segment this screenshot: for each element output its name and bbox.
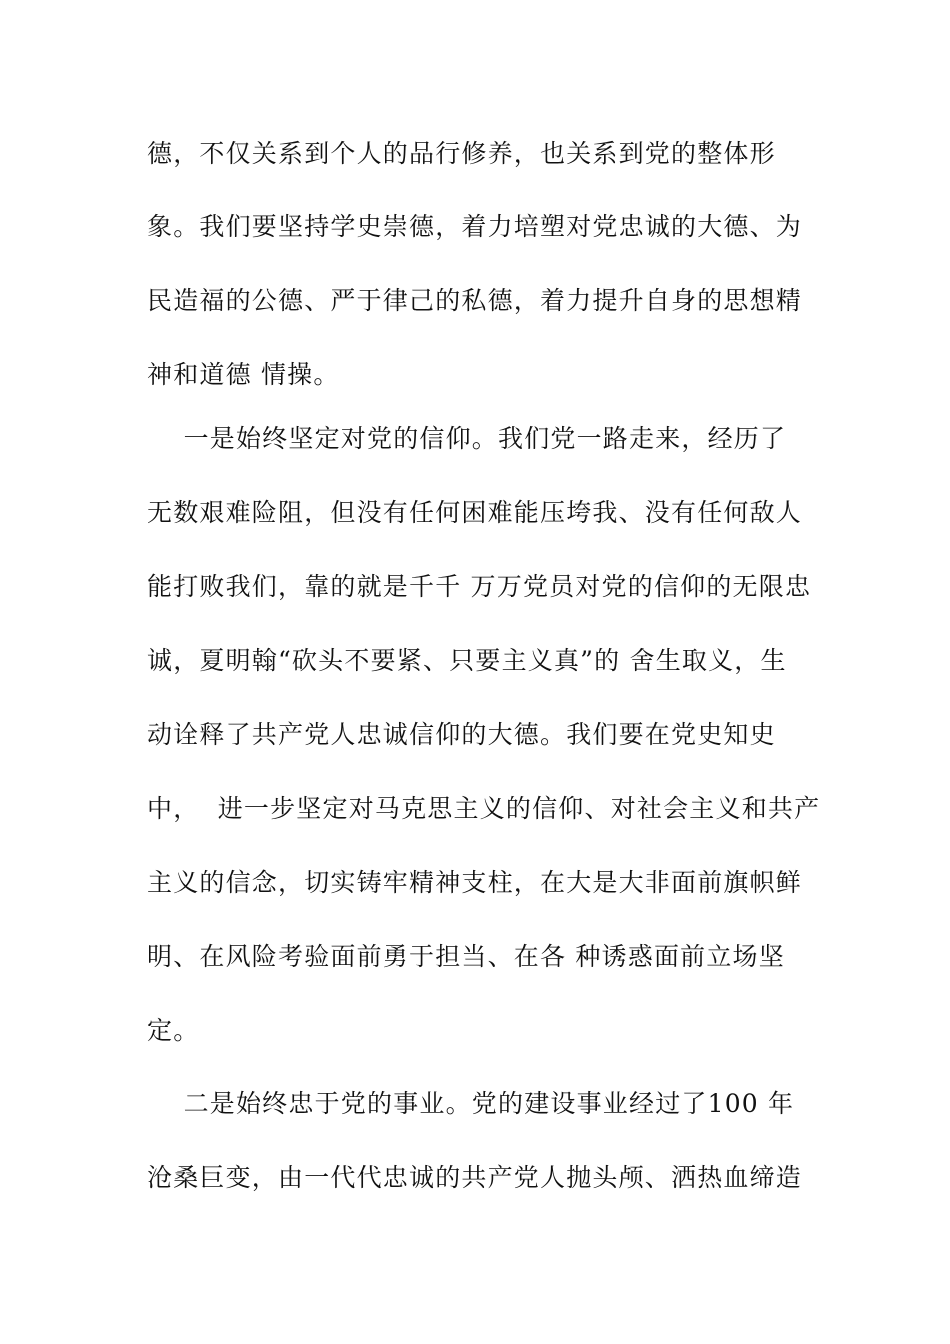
text-line: 能打败我们，靠的就是千千 万万党员对党的信仰的无限忠 bbox=[147, 572, 812, 601]
text-line: 民造福的公德、严于律己的私德，着力提升自身的思想精 bbox=[147, 286, 803, 315]
text-line: 诚，夏明翰“砍头不要紧、只要主义真”的 舍生取义，生 bbox=[147, 646, 787, 675]
text-line: 主义的信念，切实铸牢精神支柱，在大是大非面前旗帜鲜 bbox=[147, 868, 803, 897]
text-line: 定。 bbox=[147, 1016, 200, 1045]
text-line: 中， 进一步坚定对马克思主义的信仰、对社会主义和共产 bbox=[147, 794, 821, 823]
text-line: 无数艰难险阻，但没有任何困难能压垮我、没有任何敌人 bbox=[147, 498, 803, 527]
text-line: 沧桑巨变，由一代代忠诚的共产党人抛头颅、洒热血缔造 bbox=[147, 1163, 803, 1192]
text-line: 二是始终忠于党的事业。党的建设事业经过了100 年 bbox=[147, 1089, 795, 1118]
text-line: 动诠释了共产党人忠诚信仰的大德。我们要在党史知史 bbox=[147, 720, 776, 749]
text-line: 一是始终坚定对党的信仰。我们党一路走来，经历了 bbox=[147, 424, 787, 453]
text-line: 德，不仅关系到个人的品行修养，也关系到党的整体形 bbox=[147, 139, 776, 168]
text-line: 象。我们要坚持学史崇德，着力培塑对党忠诚的大德、为 bbox=[147, 212, 803, 241]
text-line: 明、在风险考验面前勇于担当、在各 种诱惑面前立场坚 bbox=[147, 942, 785, 971]
text-line: 神和道德 情操。 bbox=[147, 360, 340, 389]
